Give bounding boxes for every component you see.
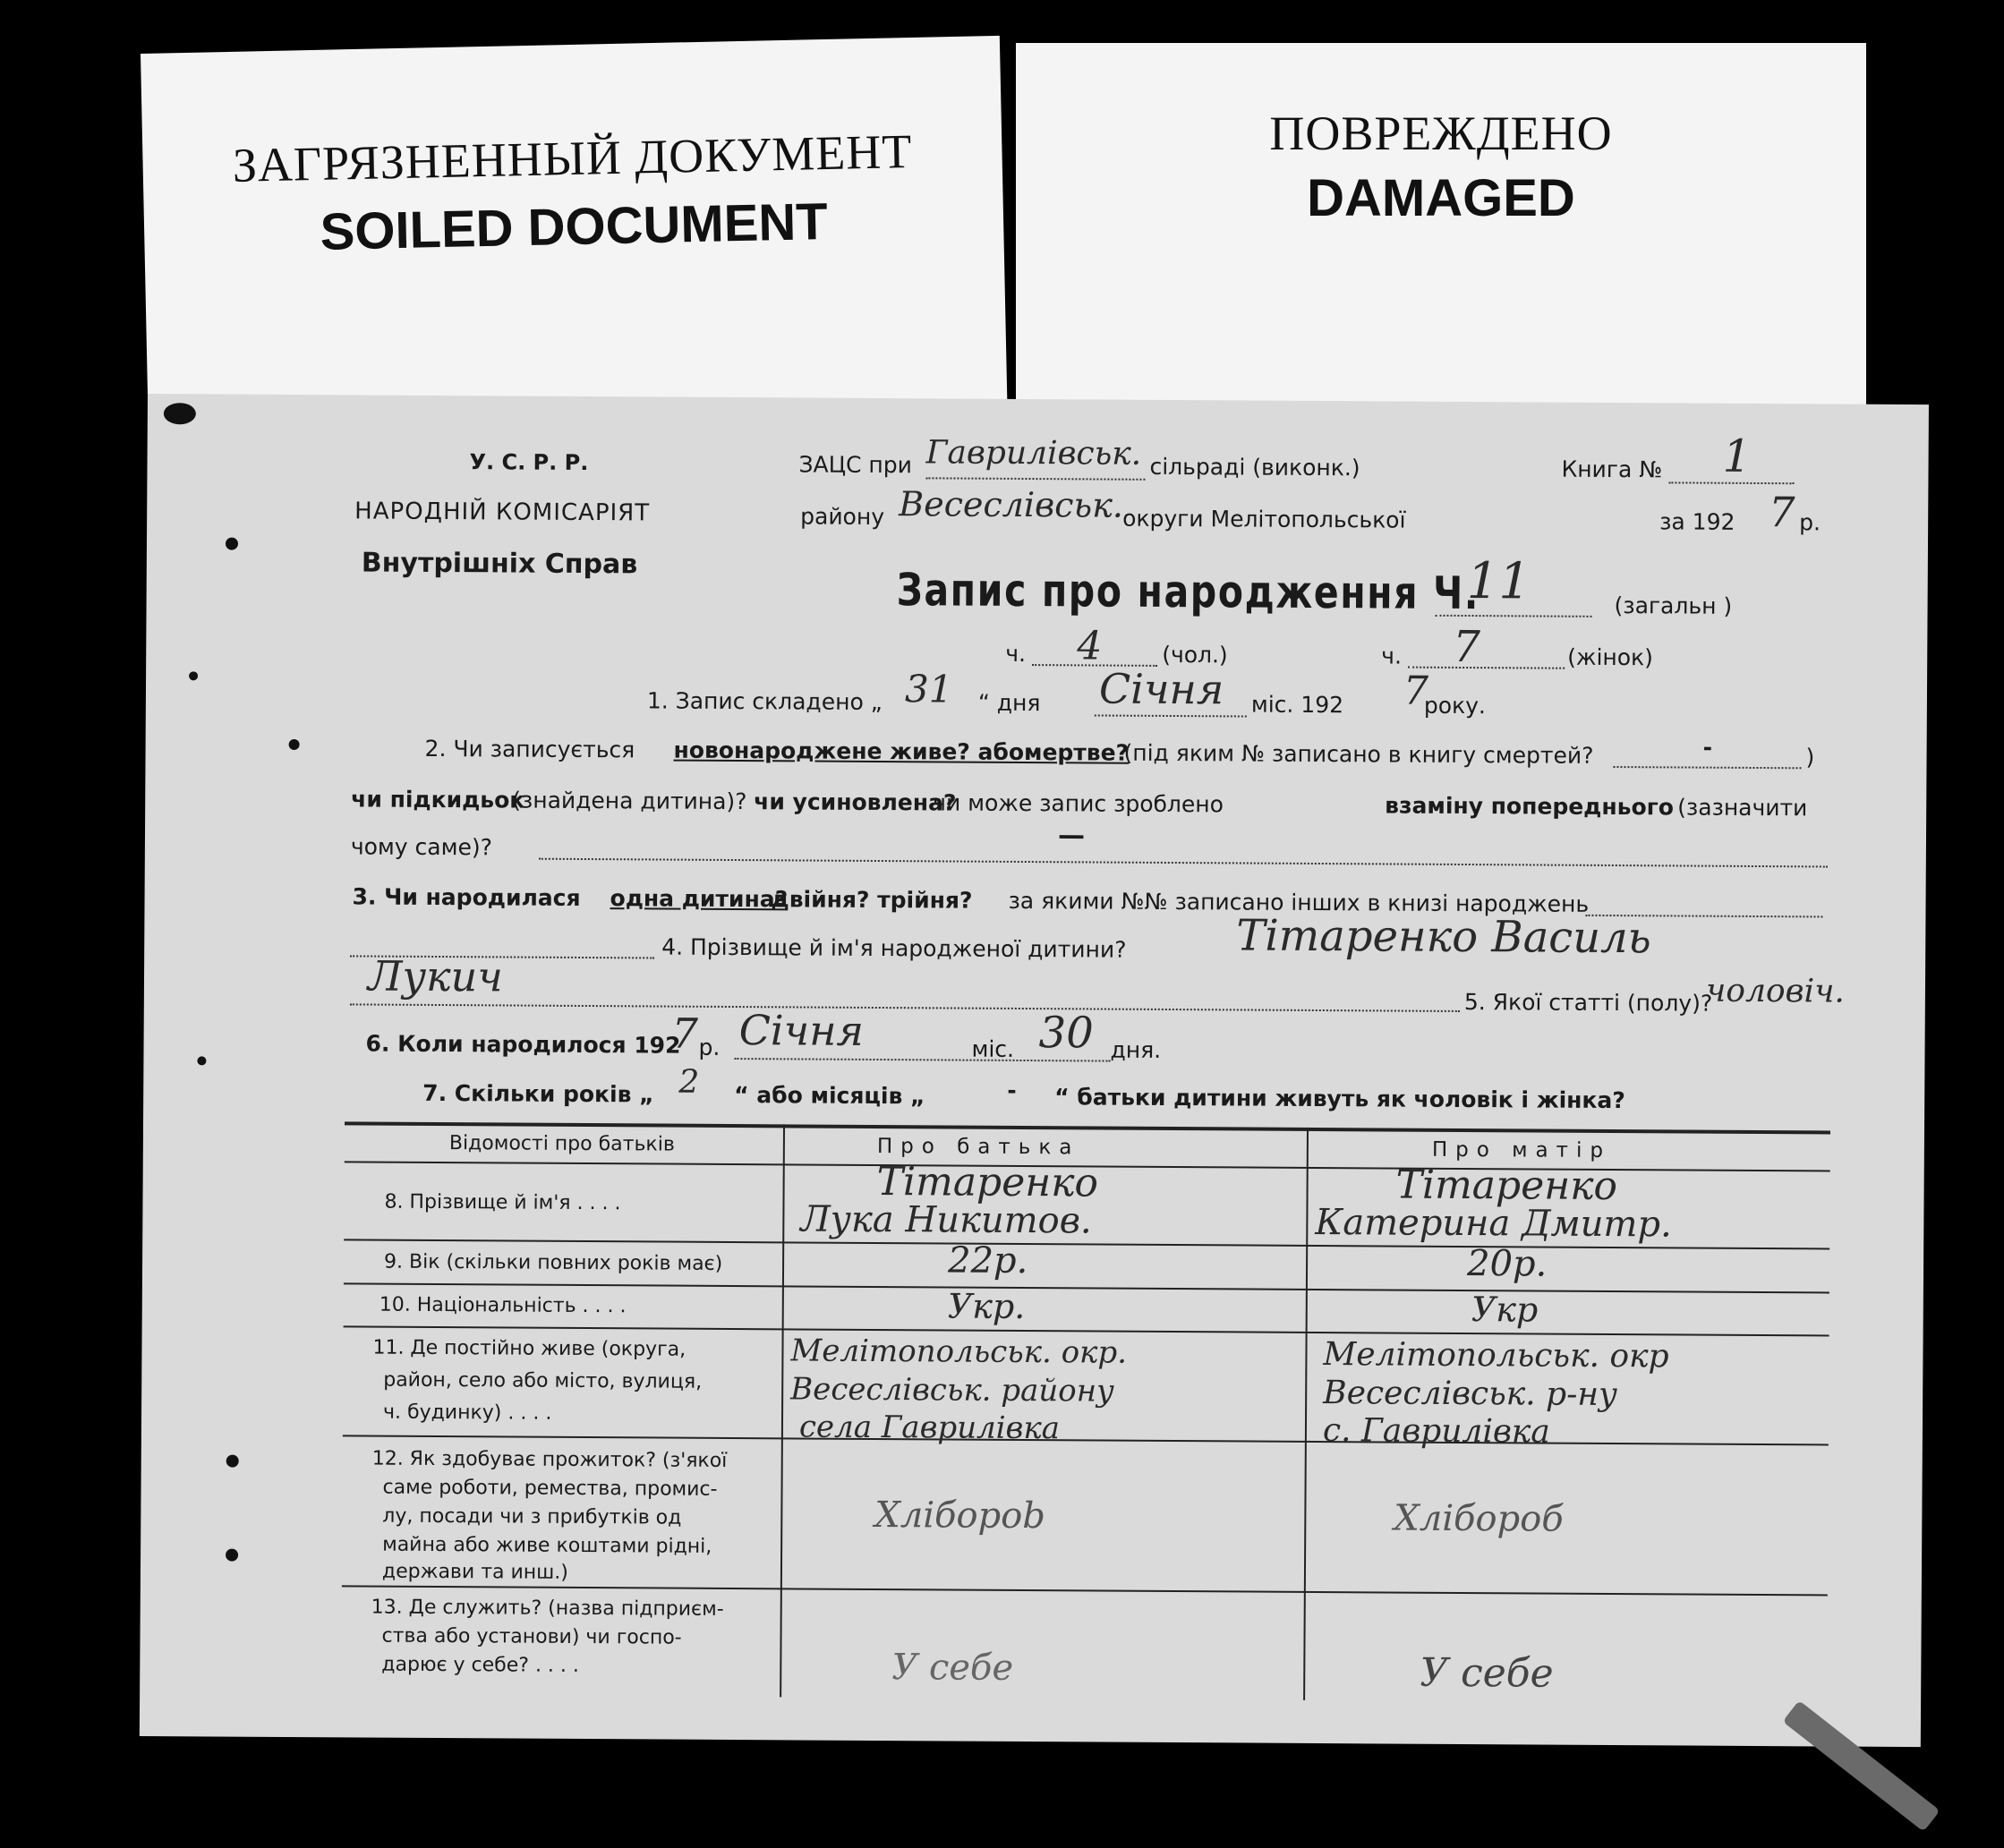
birth-month-value: Січня	[738, 1006, 865, 1055]
item7-a: 7. Скільки років „	[422, 1079, 654, 1108]
item1-label: 1. Запис складено „	[646, 687, 883, 716]
item1-month-suffix: міс. 192	[1250, 691, 1344, 719]
district-label: району	[800, 503, 885, 531]
item1-year-suffix: року.	[1423, 692, 1487, 720]
republic-header: У. С. Р. Р.	[469, 449, 589, 476]
item6-dnya: дня.	[1110, 1036, 1162, 1063]
item4-value-line	[350, 1003, 1460, 1012]
father-name: Лука Никитов.	[800, 1198, 1092, 1242]
ministry-header: НАРОДНІЙ КОМІСАРІЯТ	[354, 498, 651, 527]
mother-name: Катерина Дмитр.	[1315, 1201, 1672, 1246]
record-day-value: 31	[904, 667, 953, 711]
row12-label-line5: держави та инш.)	[381, 1560, 568, 1584]
item2-line2e: взаміну попереднього	[1385, 792, 1675, 821]
table-col-border	[780, 1124, 785, 1697]
book-label: Книга №	[1561, 456, 1663, 483]
mother-residence-2: Весеслівськ. р-ну	[1323, 1375, 1618, 1414]
child-patronymic-value: Лукич	[367, 951, 503, 1001]
item2-line1a: 2. Чи записується	[424, 735, 635, 763]
mother-occupation: Хлібороб	[1394, 1497, 1564, 1540]
father-surname: Тітаренко	[876, 1158, 1099, 1206]
zags-place-value: Гаврилівськ.	[925, 434, 1142, 473]
item2-death-book-line	[1613, 766, 1801, 769]
item6-mis: міс.	[971, 1035, 1015, 1062]
row11-label-line3: ч. будинку) . . . .	[382, 1401, 552, 1425]
item1-day-suffix: “ дня	[977, 689, 1041, 717]
father-occupation: Хліборob	[874, 1494, 1046, 1537]
item5-label: 5. Якої статті (полу)?	[1463, 988, 1713, 1017]
item2-line2d: чи може запис зроблено	[933, 789, 1224, 818]
book-number-line	[1668, 481, 1794, 484]
row13-label-line1: 13. Де служить? (назва підприєм-	[371, 1596, 724, 1621]
item3-d: за якими №№ записано інших в книзі народжень	[1008, 887, 1590, 917]
item2-line2f: (зазначити	[1677, 794, 1808, 822]
father-residence-1: Мелітопольськ. окр.	[790, 1333, 1128, 1371]
row13-label-line2: ства або установи) чи госпо-	[381, 1624, 682, 1649]
cohabit-years-value: 2	[678, 1063, 700, 1101]
birth-day-value: 30	[1038, 1008, 1094, 1059]
punch-mark	[226, 538, 238, 550]
male-count-value: 4	[1077, 623, 1103, 669]
record-month-line	[1095, 714, 1247, 717]
mother-nationality: Укр	[1471, 1290, 1539, 1330]
row8-label: 8. Прізвище й ім'я . . . .	[384, 1190, 621, 1215]
book-number-value: 1	[1722, 430, 1752, 482]
birth-month-line	[734, 1058, 1110, 1062]
punch-mark	[289, 739, 300, 750]
mother-surname: Тітаренко	[1395, 1162, 1618, 1210]
father-nationality: Укр.	[947, 1286, 1026, 1327]
item2-line1b: новонароджене живе? абомертве?	[673, 737, 1130, 766]
row12-label-line1: 12. Як здобуває прожиток? (з'якої	[371, 1447, 728, 1472]
general-label: (загальн )	[1614, 592, 1733, 619]
item3-c: двійня? трійня?	[771, 886, 973, 914]
year-value: 7	[1769, 488, 1795, 537]
father-age: 22р.	[947, 1239, 1028, 1282]
record-number-value: 11	[1466, 552, 1531, 611]
item2-line1-end: )	[1805, 744, 1815, 771]
zags-place-line	[925, 477, 1145, 480]
item7-b: “ або місяців „	[734, 1082, 925, 1110]
zags-label: ЗАЦС при	[798, 451, 913, 479]
row9-label: 9. Вік (скільки повних років має)	[384, 1250, 723, 1275]
item2-line2a: чи підкидьок	[351, 786, 525, 813]
child-sex-value: чоловіч.	[1705, 972, 1846, 1010]
row10-label: 10. Національність . . . .	[379, 1293, 627, 1318]
item3-b: одна дитина?	[610, 885, 789, 913]
item2-reason-line	[539, 858, 1828, 868]
year-label: за 192	[1659, 508, 1735, 535]
soiled-label-en: SOILED DOCUMENT	[319, 192, 829, 261]
punch-mark	[197, 1056, 206, 1065]
zags-suffix: сільраді (виконк.)	[1149, 453, 1360, 481]
father-residence-3: села Гаврилівка	[798, 1409, 1061, 1447]
cohabit-months-value: -	[1007, 1077, 1017, 1103]
item6-label: 6. Коли народилося 192	[365, 1030, 681, 1059]
item2-line3a: чому саме)?	[350, 833, 492, 861]
female-label: (жінок)	[1567, 643, 1654, 671]
damaged-label-en: DAMAGED	[1307, 169, 1575, 227]
damaged-label-ru: ПОВРЕЖДЕНО	[1269, 106, 1613, 160]
mother-workplace: У себе	[1420, 1649, 1554, 1697]
item2-death-book-value: -	[1702, 734, 1713, 761]
ministry-subheader: Внутрішніх Справ	[361, 547, 638, 581]
row11-label-line2: район, село або місто, вулиця,	[383, 1368, 703, 1393]
district-value: Весеслівськ.	[899, 484, 1124, 525]
mother-residence-1: Мелітопольськ. окр	[1323, 1336, 1669, 1375]
father-residence-2: Весеслівськ. району	[790, 1371, 1114, 1409]
item2-reason-value: —	[1057, 820, 1086, 852]
punch-mark	[226, 1549, 238, 1562]
table-head-mother: Про матір	[1431, 1137, 1612, 1163]
row11-label-line1: 11. Де постійно живе (округа,	[372, 1336, 686, 1361]
row12-label-line4: майна або живе коштами рідні,	[382, 1533, 712, 1558]
year-suffix: р.	[1799, 509, 1821, 536]
table-head-father: Про батька	[876, 1134, 1080, 1160]
punch-mark	[226, 1455, 239, 1468]
mother-residence-3: с. Гаврилівка	[1322, 1412, 1550, 1451]
table-head-info: Відомості про батьків	[448, 1132, 675, 1156]
item7-c: “ батьки дитини живуть як чоловік і жінка?	[1054, 1084, 1625, 1114]
punch-mark	[189, 671, 198, 680]
female-count-value: 7	[1453, 621, 1481, 673]
item2-line2c: чи усиновлена?	[754, 788, 957, 816]
soiled-label-ru: ЗАГРЯЗНЕННЫЙ ДОКУМЕНТ	[232, 123, 913, 192]
item2-line1c: (під яким № записано в книгу смертей?	[1123, 739, 1594, 769]
record-year-value: 7	[1403, 668, 1429, 714]
item4-label: 4. Прізвище й ім'я народженої дитини?	[661, 933, 1127, 963]
corner-tear-mark	[164, 403, 196, 424]
female-count-line	[1408, 667, 1565, 669]
child-name-value: Тітаренко Василь	[1236, 910, 1651, 964]
form-title: Запис про народження Ч.	[896, 564, 1480, 620]
female-prefix: ч.	[1381, 643, 1403, 669]
male-prefix: ч.	[1005, 640, 1027, 667]
birth-record-form	[140, 394, 1929, 1747]
row13-label-line3: дарює у себе? . . . .	[381, 1653, 580, 1677]
birth-year-value: 7	[671, 1009, 699, 1058]
row12-label-line2: саме роботи, ремества, промис-	[382, 1476, 718, 1501]
record-month-value: Січня	[1098, 664, 1224, 714]
mother-age: 20р.	[1466, 1243, 1548, 1285]
damaged-label	[1016, 43, 1866, 455]
table-col-border	[1303, 1128, 1309, 1700]
district-suffix: округи Мелітопольської	[1122, 505, 1406, 533]
row12-label-line3: лу, посади чи з прибутків од	[382, 1504, 682, 1529]
table-row-border	[343, 1435, 1829, 1445]
father-workplace: У себе	[891, 1647, 1014, 1689]
male-label: (чол.)	[1162, 641, 1228, 669]
item6-r: р.	[698, 1034, 721, 1060]
item3-a: 3. Чи народилася	[352, 883, 581, 911]
item2-line2b: (знайдена дитина)?	[512, 787, 747, 815]
